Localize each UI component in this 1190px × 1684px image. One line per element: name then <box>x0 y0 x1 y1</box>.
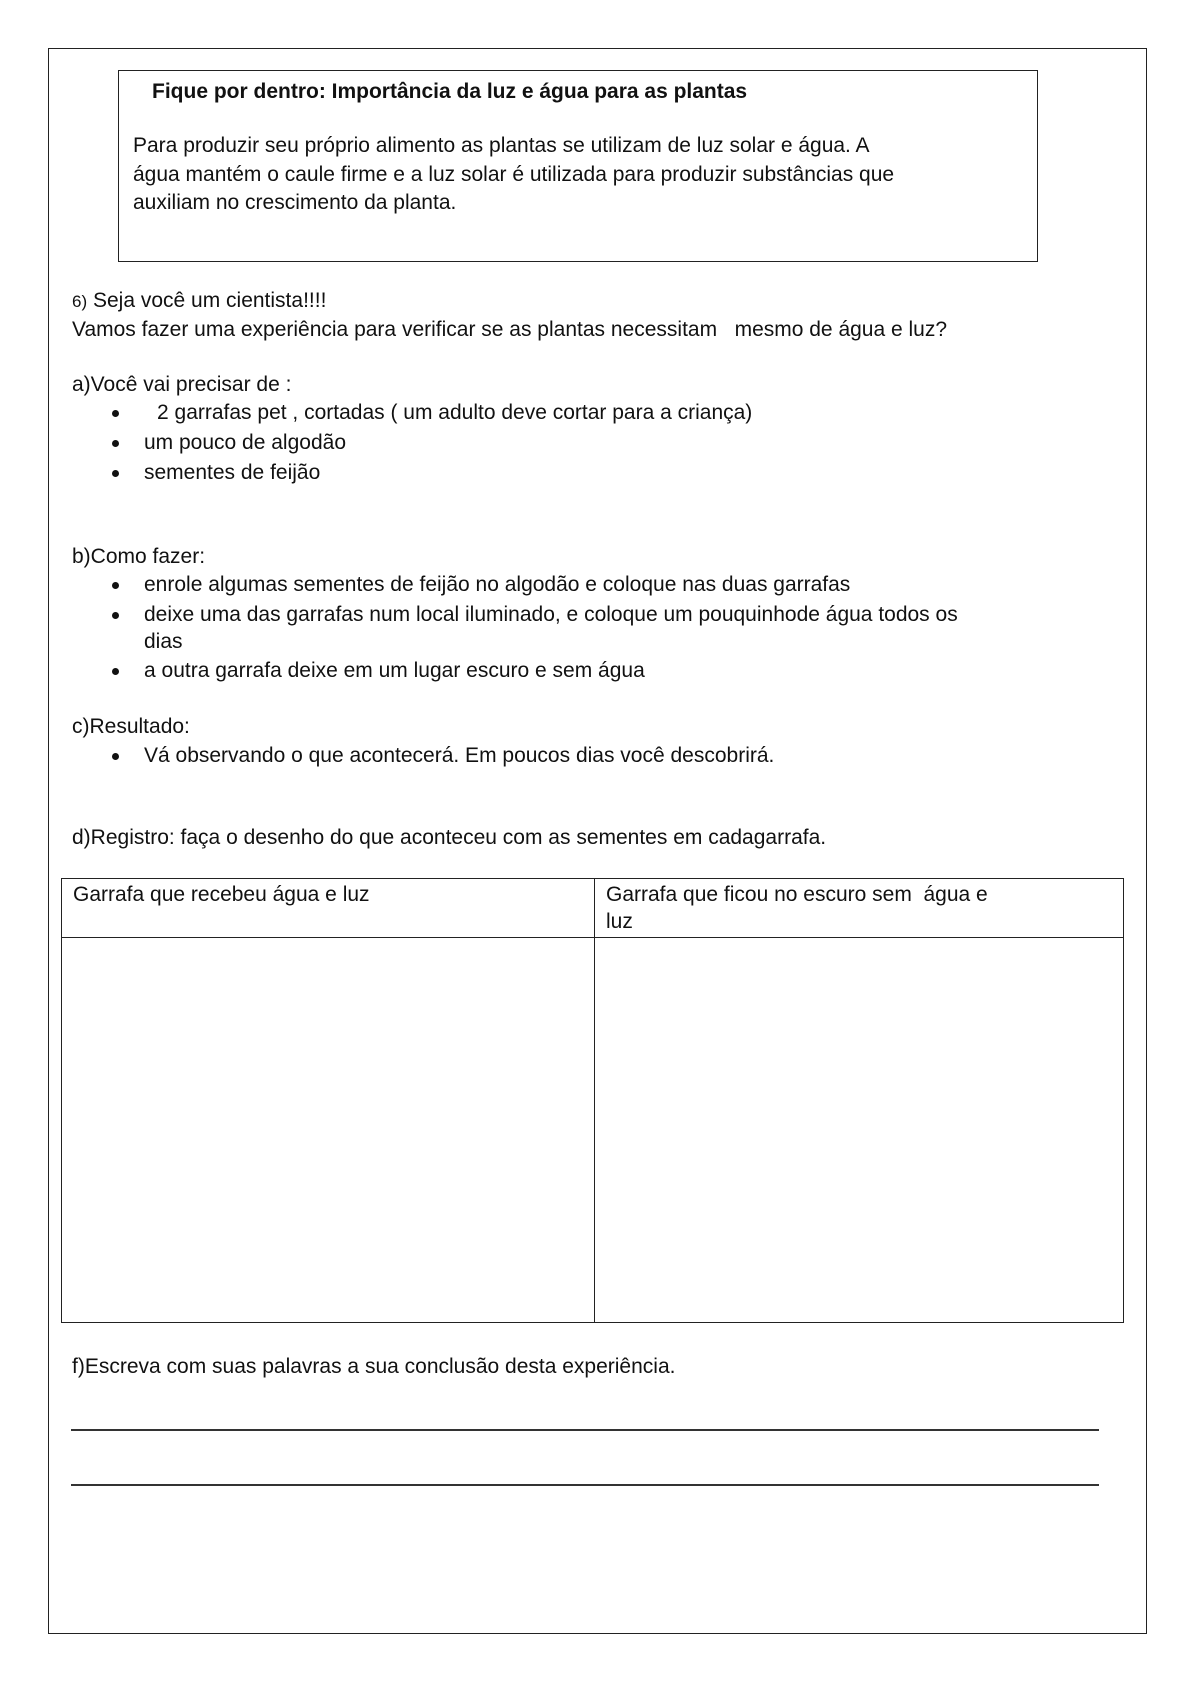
drawing-area-watered[interactable] <box>62 938 595 1323</box>
answer-line[interactable] <box>71 1429 1099 1431</box>
question-number: 6) <box>72 292 88 311</box>
bullet-icon <box>112 612 119 619</box>
header-line: luz <box>606 910 633 933</box>
list-item: Vá observando o que acontecerá. Em poucos dias você descobrirá. <box>144 744 775 767</box>
list-item: sementes de feijão <box>144 461 321 484</box>
question-title: Seja você um cientista!!!! <box>92 289 327 312</box>
info-box-title: Fique por dentro: Importância da luz e água para as plantas <box>152 80 748 103</box>
info-box-line: Para produzir seu próprio alimento as plantas se utilizam de luz solar e água. A <box>133 134 870 157</box>
section-f-label: f)Escreva com suas palavras a sua conclusão desta experiência. <box>72 1355 676 1378</box>
drawing-area-dark[interactable] <box>595 938 1124 1323</box>
list-item: 2 garrafas pet , cortadas ( um adulto deve cortar para a criança) <box>157 401 753 424</box>
header-line: Garrafa que ficou no escuro sem água e <box>606 883 988 906</box>
list-item: a outra garrafa deixe em um lugar escuro e sem água <box>144 659 645 682</box>
list-item: deixe uma das garrafas num local iluminado, e coloque um pouquinhode água todos os <box>144 603 958 626</box>
list-item: enrole algumas sementes de feijão no algodão e coloque nas duas garrafas <box>144 573 851 596</box>
answer-line[interactable] <box>71 1484 1099 1486</box>
section-c-label: c)Resultado: <box>72 715 190 738</box>
list-item-continuation: dias <box>144 630 183 653</box>
bullet-icon <box>112 753 119 760</box>
section-d-label: d)Registro: faça o desenho do que aconteceu com as sementes em cadagarrafa. <box>72 826 827 849</box>
bullet-icon <box>112 668 119 675</box>
bullet-icon <box>112 410 119 417</box>
info-box-line: água mantém o caule firme e a luz solar é utilizada para produzir substâncias que <box>133 163 895 186</box>
list-item: um pouco de algodão <box>144 431 346 454</box>
question-intro: Vamos fazer uma experiência para verificar se as plantas necessitam mesmo de água e luz? <box>72 318 948 341</box>
bullet-icon <box>112 440 119 447</box>
table-header-watered: Garrafa que recebeu água e luz <box>62 879 595 938</box>
info-box-line: auxiliam no crescimento da planta. <box>133 191 457 214</box>
table-header-dark <box>595 879 1124 938</box>
section-a-label: a)Você vai precisar de : <box>72 373 292 396</box>
question-heading <box>72 289 326 314</box>
bullet-icon <box>112 582 119 589</box>
section-b-label: b)Como fazer: <box>72 545 206 568</box>
bullet-icon <box>112 470 119 477</box>
drawing-table <box>61 878 1124 1323</box>
